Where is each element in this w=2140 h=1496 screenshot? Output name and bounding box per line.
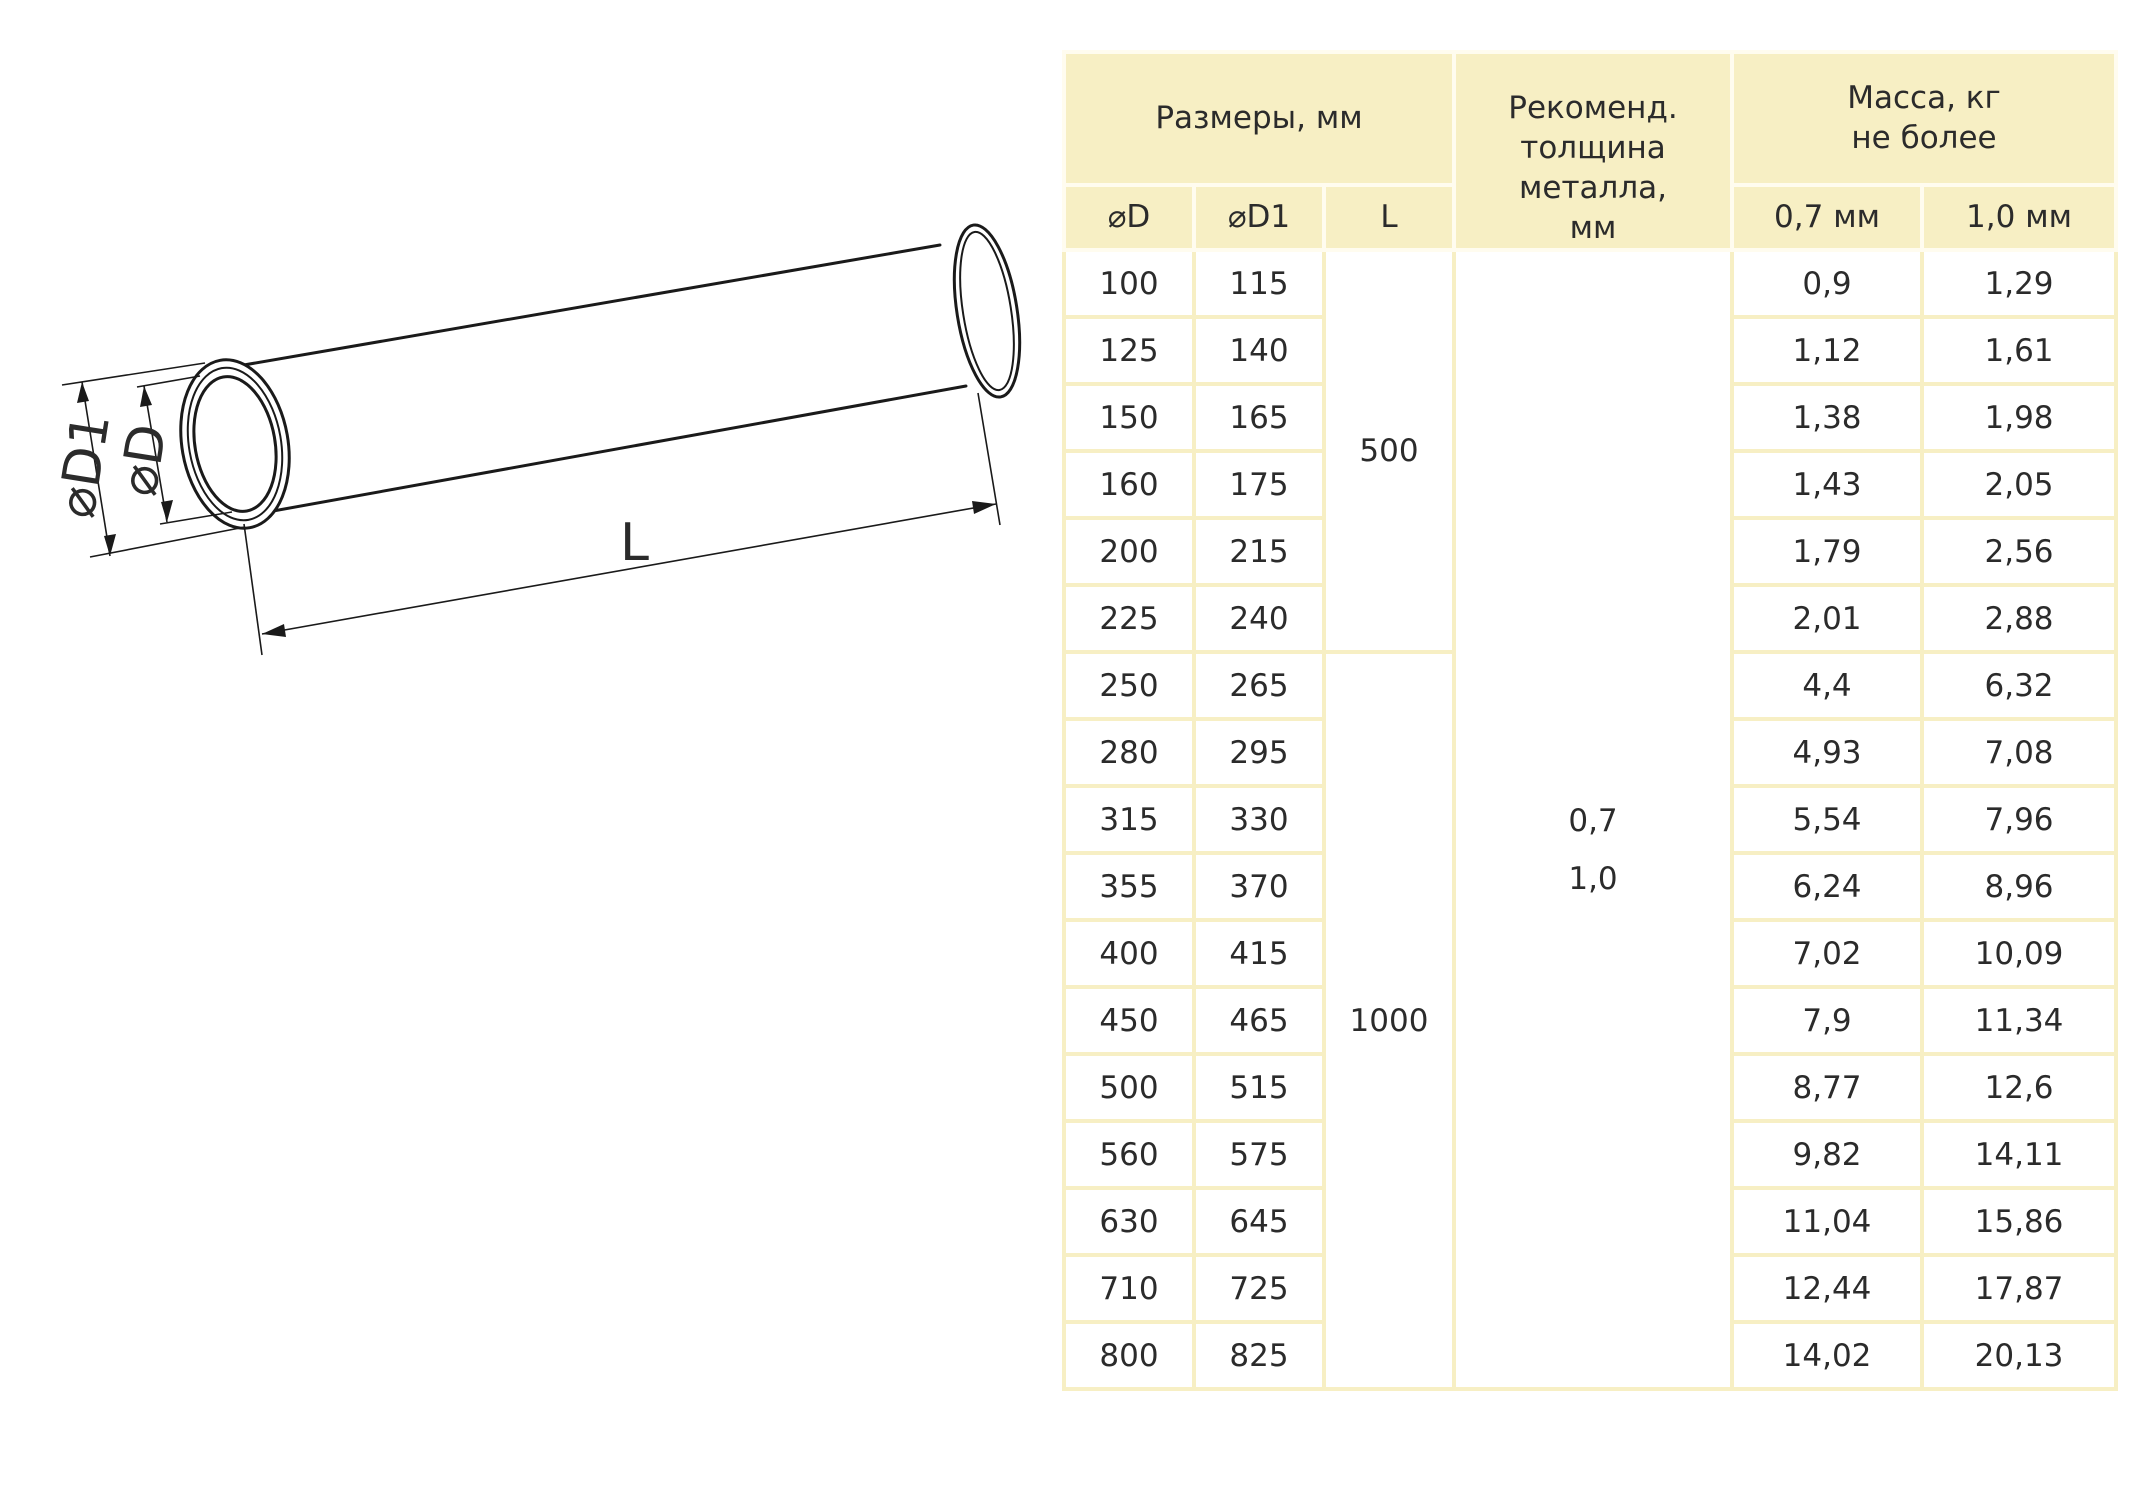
cell-mass-10: 7,96	[1922, 786, 2116, 853]
header-col-d1: ⌀D1	[1194, 185, 1324, 250]
far-flange-outer	[944, 220, 1030, 401]
cell-mass-07: 1,38	[1732, 384, 1922, 451]
cell-mass-10: 2,88	[1922, 585, 2116, 652]
cell-mass-10: 7,08	[1922, 719, 2116, 786]
header-thickness	[1454, 52, 1732, 250]
cell-d: 450	[1064, 987, 1194, 1054]
cell-mass-10: 11,34	[1922, 987, 2116, 1054]
cell-d: 315	[1064, 786, 1194, 853]
cell-mass-07: 4,4	[1732, 652, 1922, 719]
cell-length-1000: 1000	[1324, 652, 1454, 1389]
cell-mass-10: 1,61	[1922, 317, 2116, 384]
cell-mass-10: 6,32	[1922, 652, 2116, 719]
cell-mass-07: 8,77	[1732, 1054, 1922, 1121]
d-label: ⌀D	[108, 420, 180, 501]
cell-d1: 240	[1194, 585, 1324, 652]
header-col-d: ⌀D	[1064, 185, 1194, 250]
cell-mass-10: 14,11	[1922, 1121, 2116, 1188]
cell-mass-07: 7,02	[1732, 920, 1922, 987]
cell-d: 100	[1064, 250, 1194, 317]
cell-d1: 175	[1194, 451, 1324, 518]
cell-mass-07: 1,43	[1732, 451, 1922, 518]
cell-d1: 725	[1194, 1255, 1324, 1322]
cell-thickness	[1454, 250, 1732, 1389]
cell-d1: 295	[1194, 719, 1324, 786]
cell-mass-10: 20,13	[1922, 1322, 2116, 1389]
header-col-l: L	[1324, 185, 1454, 250]
d1-label: ⌀D1	[46, 409, 123, 523]
cell-d1: 215	[1194, 518, 1324, 585]
cell-mass-07: 7,9	[1732, 987, 1922, 1054]
cell-mass-07: 12,44	[1732, 1255, 1922, 1322]
cell-d: 710	[1064, 1255, 1194, 1322]
cell-d: 280	[1064, 719, 1194, 786]
header-mass-line-2: не более	[1851, 120, 1997, 157]
cell-length-500: 500	[1324, 250, 1454, 652]
cell-mass-10: 17,87	[1922, 1255, 2116, 1322]
cell-d1: 825	[1194, 1322, 1324, 1389]
cell-d1: 265	[1194, 652, 1324, 719]
table-row	[1064, 250, 2116, 317]
cell-d1: 165	[1194, 384, 1324, 451]
cell-d1: 140	[1194, 317, 1324, 384]
cell-d: 160	[1064, 451, 1194, 518]
header-col-mass-10: 1,0 мм	[1922, 185, 2116, 250]
header-mass-line-1: Масса, кг	[1847, 80, 2001, 117]
cell-mass-07: 9,82	[1732, 1121, 1922, 1188]
cell-d: 225	[1064, 585, 1194, 652]
cell-mass-10: 2,56	[1922, 518, 2116, 585]
cell-mass-07: 5,54	[1732, 786, 1922, 853]
cell-mass-07: 4,93	[1732, 719, 1922, 786]
cell-mass-10: 1,29	[1922, 250, 2116, 317]
pipe-top-edge	[238, 245, 940, 366]
cell-d1: 415	[1194, 920, 1324, 987]
cell-mass-10: 2,05	[1922, 451, 2116, 518]
header-mass	[1732, 52, 2116, 185]
thickness-value-1: 0,7	[1568, 802, 1618, 839]
cell-d: 400	[1064, 920, 1194, 987]
cell-d: 125	[1064, 317, 1194, 384]
far-flange-inner	[951, 228, 1023, 394]
cell-d: 500	[1064, 1054, 1194, 1121]
l-label: L	[620, 513, 649, 573]
cell-d: 800	[1064, 1322, 1194, 1389]
header-col-mass-07: 0,7 мм	[1732, 185, 1922, 250]
cell-d1: 370	[1194, 853, 1324, 920]
spec-table	[1062, 50, 2118, 1391]
cell-mass-10: 10,09	[1922, 920, 2116, 987]
header-thickness-line-1: Рекоменд.	[1508, 90, 1678, 126]
cell-mass-07: 2,01	[1732, 585, 1922, 652]
cell-d: 355	[1064, 853, 1194, 920]
cell-mass-10: 15,86	[1922, 1188, 2116, 1255]
cell-mass-07: 0,9	[1732, 250, 1922, 317]
header-thickness-line-3: мм	[1569, 210, 1617, 246]
cell-mass-10: 1,98	[1922, 384, 2116, 451]
cell-d1: 330	[1194, 786, 1324, 853]
header-thickness-line-2: толщина металла,	[1519, 130, 1668, 206]
cell-d: 150	[1064, 384, 1194, 451]
cell-d: 250	[1064, 652, 1194, 719]
cell-d1: 115	[1194, 250, 1324, 317]
cell-d1: 645	[1194, 1188, 1324, 1255]
cell-d1: 465	[1194, 987, 1324, 1054]
thickness-value-2: 1,0	[1568, 860, 1618, 897]
cell-d: 200	[1064, 518, 1194, 585]
pipe-drawing	[0, 0, 1040, 700]
header-sizes: Размеры, мм	[1064, 52, 1454, 185]
cell-mass-07: 11,04	[1732, 1188, 1922, 1255]
cell-mass-07: 6,24	[1732, 853, 1922, 920]
pipe-bottom-edge	[262, 386, 966, 513]
cell-mass-07: 14,02	[1732, 1322, 1922, 1389]
cell-mass-10: 12,6	[1922, 1054, 2116, 1121]
cell-d1: 515	[1194, 1054, 1324, 1121]
cell-mass-10: 8,96	[1922, 853, 2116, 920]
cell-mass-07: 1,79	[1732, 518, 1922, 585]
cell-d: 630	[1064, 1188, 1194, 1255]
cell-d: 560	[1064, 1121, 1194, 1188]
cell-d1: 575	[1194, 1121, 1324, 1188]
cell-mass-07: 1,12	[1732, 317, 1922, 384]
